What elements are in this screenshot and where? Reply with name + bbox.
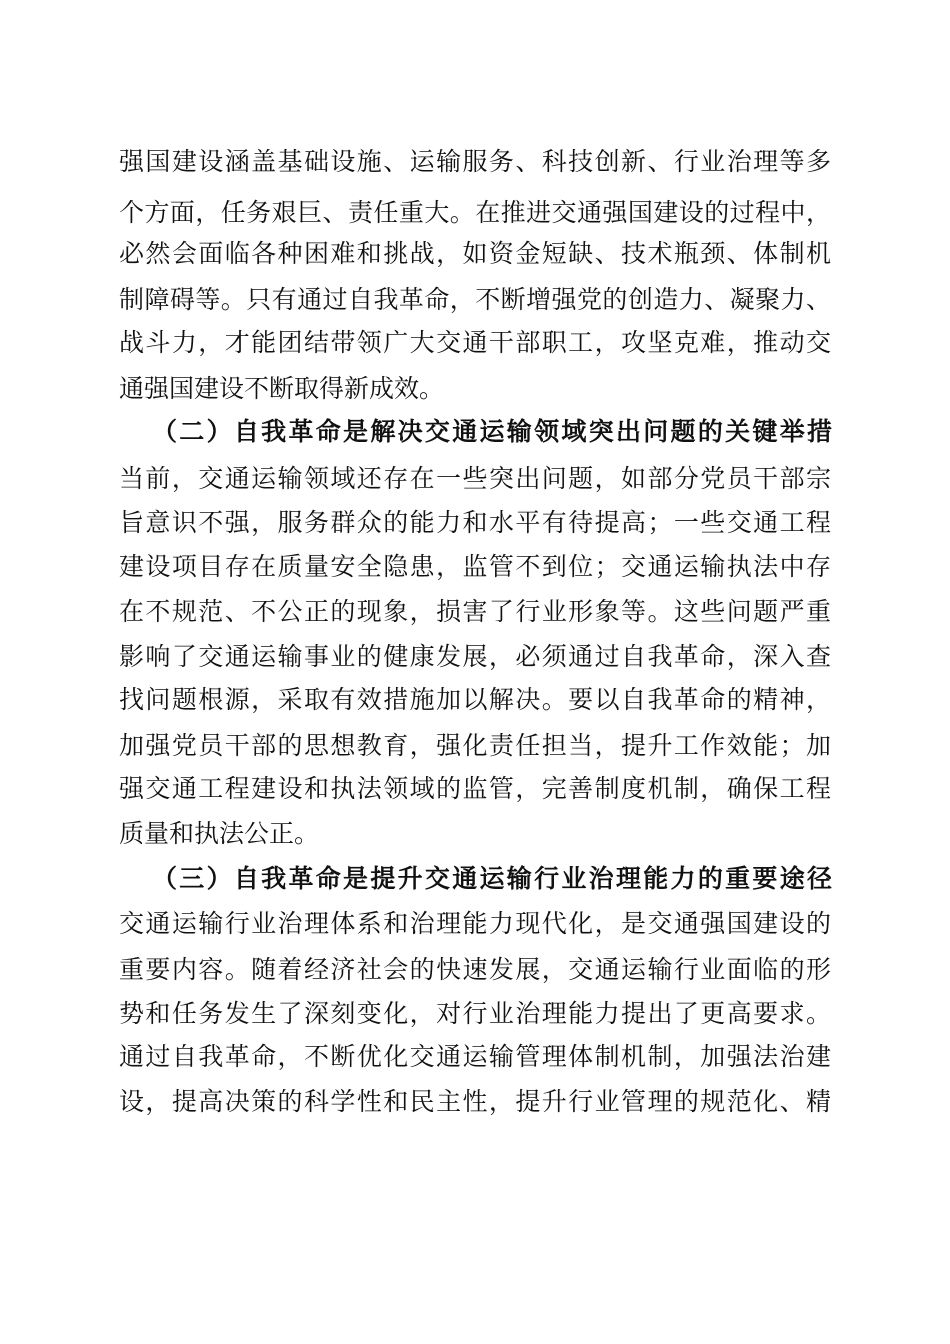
paragraph-3-line-4: 通过自我革命，不断优化交通运输管理体制机制，加强法治建 [119,1042,831,1071]
paragraph-3-line-1: 交通运输行业治理体系和治理能力现代化，是交通强国建设的 [119,909,831,938]
paragraph-1-line-6: 通强国建设不断取得新成效。 [119,374,445,403]
paragraph-2-line-7: 加强党员干部的思想教育，强化责任担当，提升工作效能；加 [119,731,831,760]
paragraph-1-line-3: 必然会面临各种困难和挑战，如资金短缺、技术瓶颈、体制机 [119,239,831,268]
paragraph-2-line-6: 找问题根源，采取有效措施加以解决。要以自我革命的精神， [119,685,831,714]
paragraph-2-line-4: 在不规范、不公正的现象，损害了行业形象等。这些问题严重 [119,597,831,626]
section-heading-2: （二）自我革命是解决交通运输领域突出问题的关键举措 [152,417,832,446]
paragraph-1-line-1: 强国建设涵盖基础设施、运输服务、科技创新、行业治理等多 [119,147,831,176]
paragraph-2-line-9: 质量和执法公正。 [119,819,320,848]
paragraph-2-line-1: 当前，交通运输领域还存在一些突出问题，如部分党员干部宗 [119,464,831,493]
paragraph-2-line-8: 强交通工程建设和执法领域的监管，完善制度机制，确保工程 [119,774,831,803]
paragraph-1-line-2: 个方面，任务艰巨、责任重大。在推进交通强国建设的过程中， [119,198,831,227]
paragraph-2-line-2: 旨意识不强，服务群众的能力和水平有待提高；一些交通工程 [119,508,831,537]
paragraph-2-line-5: 影响了交通运输事业的健康发展，必须通过自我革命，深入查 [119,642,831,671]
section-heading-3: （三）自我革命是提升交通运输行业治理能力的重要途径 [152,864,832,893]
paragraph-1-line-5: 战斗力，才能团结带领广大交通干部职工，攻坚克难，推动交 [119,328,831,357]
paragraph-3-line-2: 重要内容。随着经济社会的快速发展，交通运输行业面临的形 [119,955,831,984]
paragraph-2-line-3: 建设项目存在质量安全隐患，监管不到位；交通运输执法中存 [119,552,831,581]
paragraph-1-line-4: 制障碍等。只有通过自我革命，不断增强党的创造力、凝聚力、 [119,285,831,314]
paragraph-3-line-3: 势和任务发生了深刻变化，对行业治理能力提出了更高要求。 [119,999,831,1028]
paragraph-3-line-5: 设，提高决策的科学性和民主性，提升行业管理的规范化、精 [119,1087,831,1116]
